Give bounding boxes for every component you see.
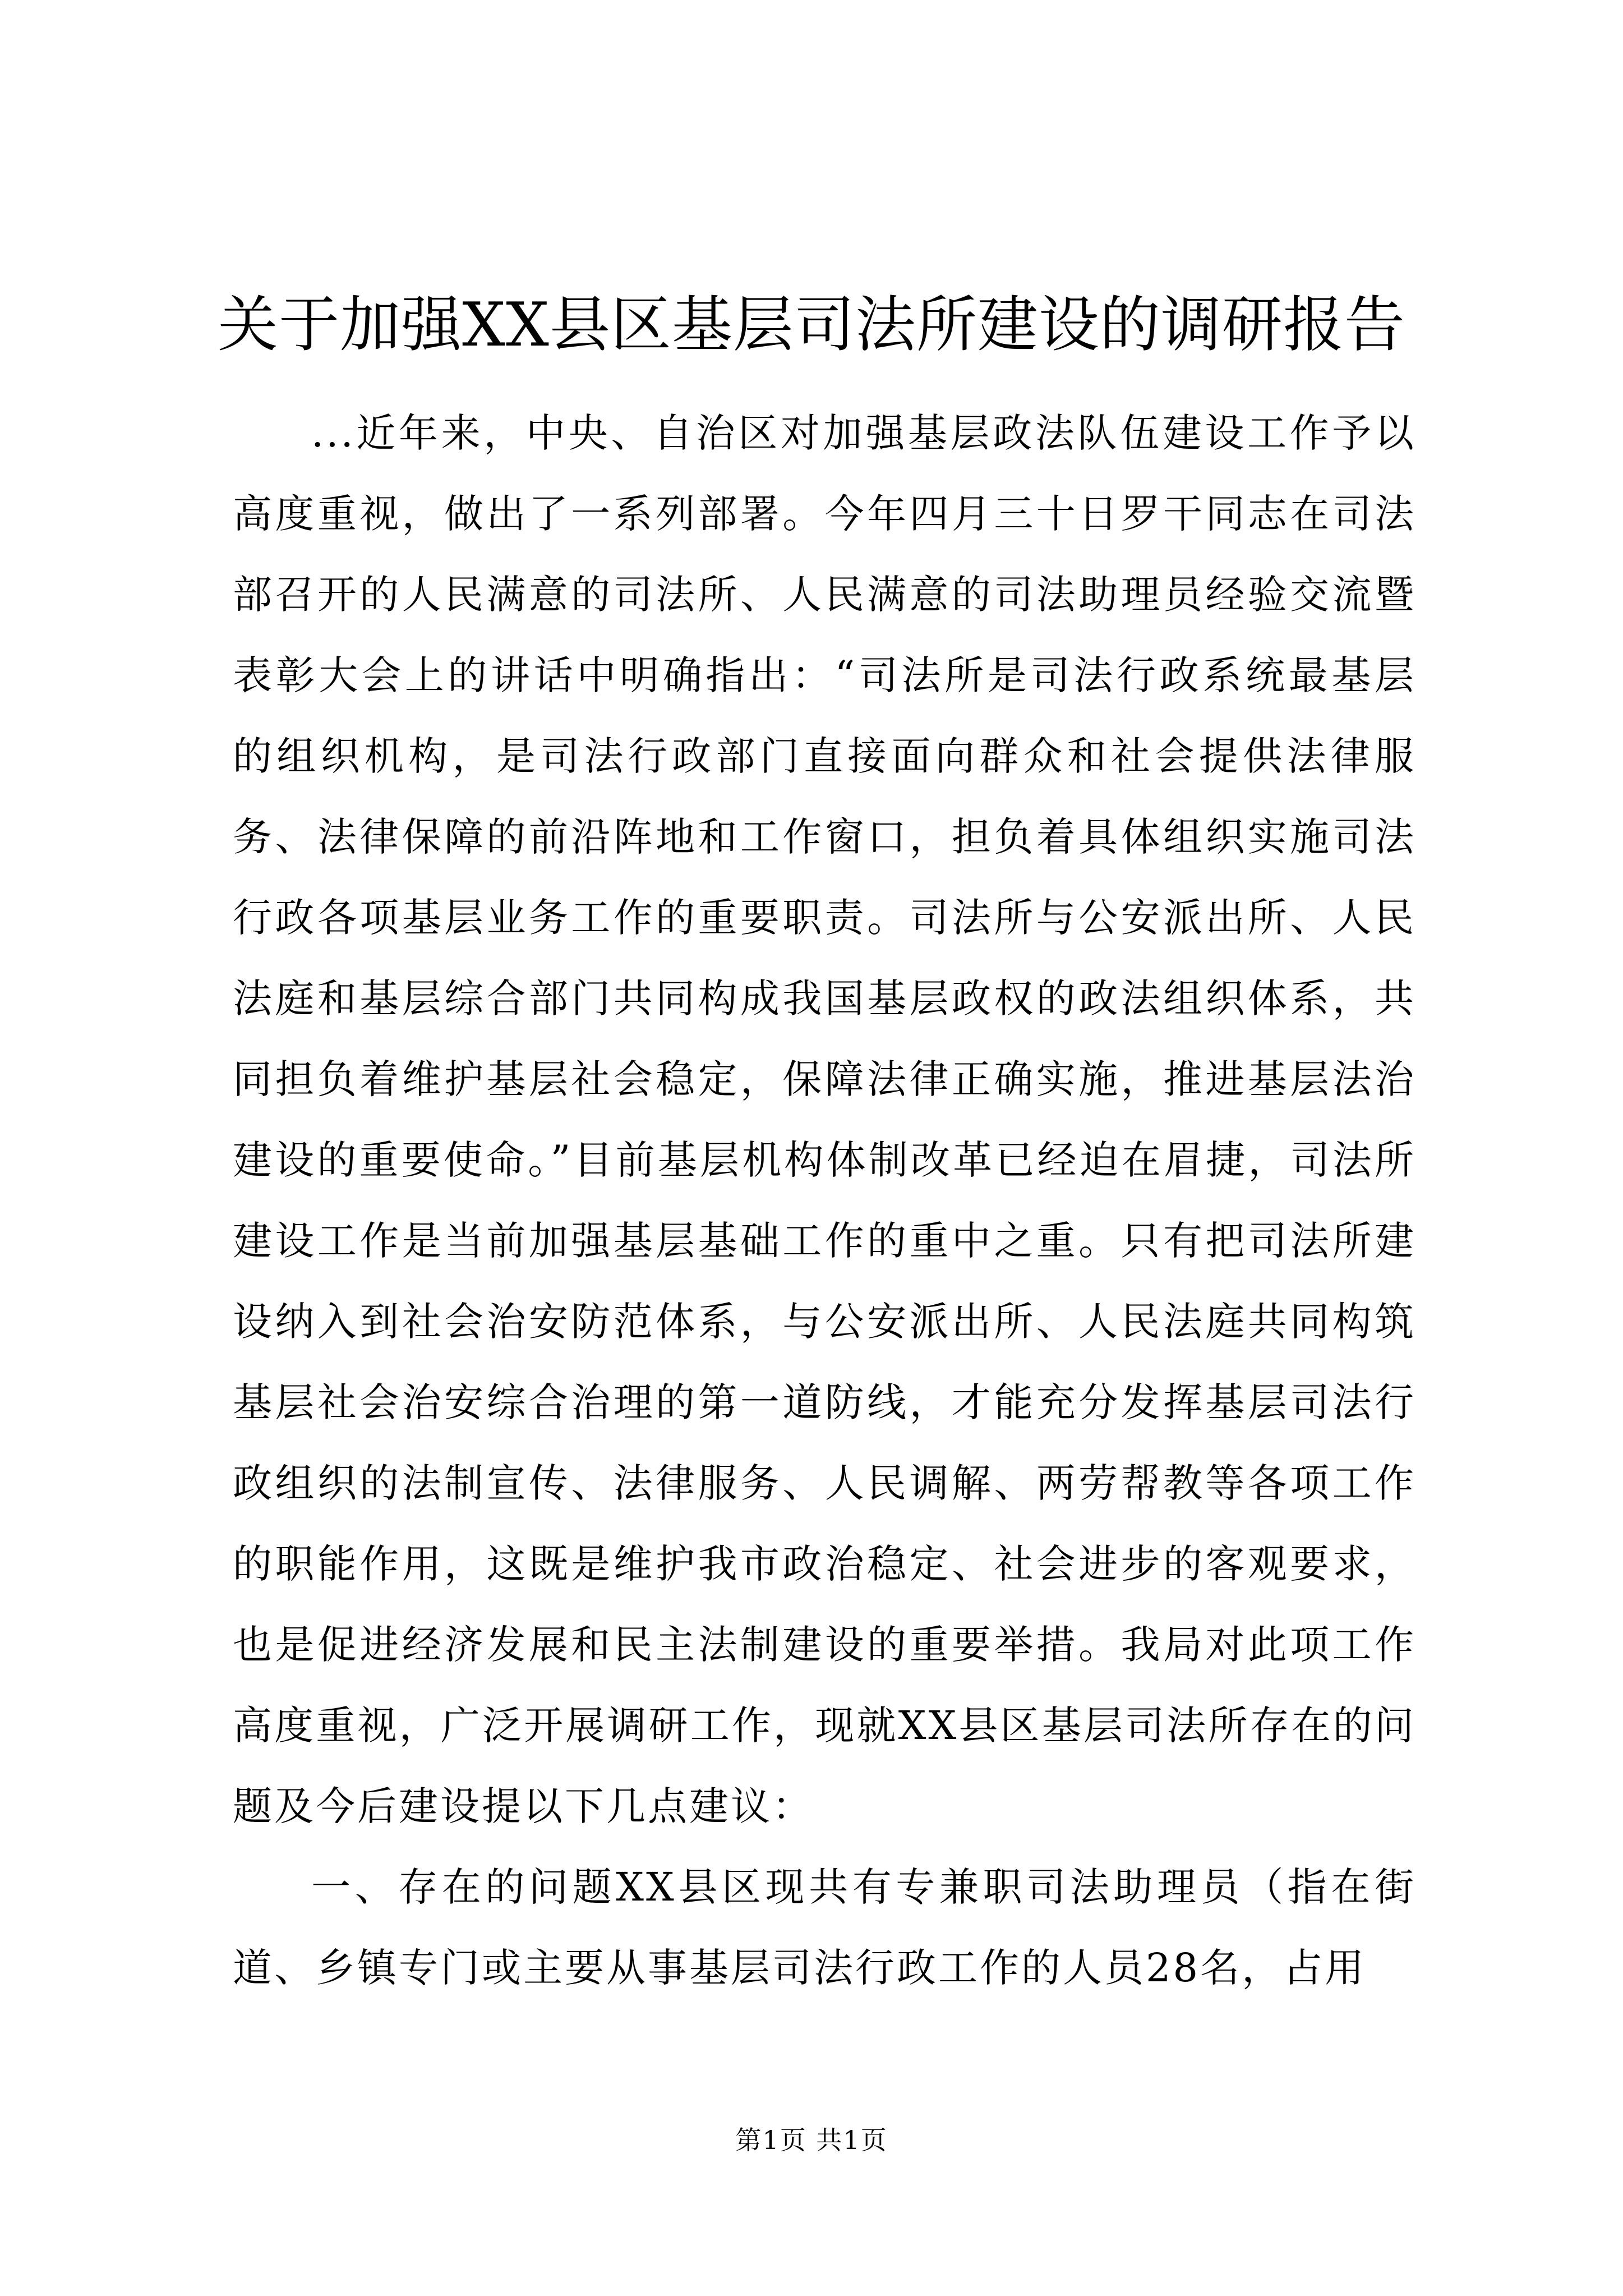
paragraph-intro: ...近年来，中央、自治区对加强基层政法队伍建设工作予以高度重视，做出了一系列部署。今年四月三十日罗干同志在司法部召开的人民满意的司法所、人民满意的司法助理员经验交流暨表彰大会上的讲话中明确指出：“司法所是司法行政系统最基层的组织机构，是司法行政部门直接面向群众和社会提供法律服务、法律保障的前沿阵地和工作窗口，担负着具体组织实施司法行政各项基层业务工作的重要职责。司法所与公安派出所、人民法庭和基层综合部门共同构成我国基层政权的政法组织体系，共同担负着维护基层社会稳定，保障法律正确实施，推进基层法治建设的重要使命。”目前基层机构体制改革已经迫在眉捷，司法所建设工作是当前加强基层基础工作的重中之重。只有把司法所建设纳入到社会治安防范体系，与公安派出所、人民法庭共同构筑基层社会治安综合治理的第一道防线，才能充分发挥基层司法行政组织的法制宣传、法律服务、人民调解、两劳帮教等各项工作的职能作用，这既是维护我市政治稳定、社会进步的客观要求，也是促进经济发展和民主法制建设的重要举措。我局对此项工作高度重视，广泛开展调研工作，现就XX县区基层司法所存在的问题及今后建设提以下几点建议： bbox=[233, 410, 1416, 1829]
page-number-footer: 第1页 共1页 bbox=[735, 2125, 888, 2155]
document-title: 关于加强XX县区基层司法所建设的调研报告 bbox=[218, 290, 1405, 360]
document-body bbox=[233, 393, 1416, 2008]
paragraph-section-one: 一、存在的问题XX县区现共有专兼职司法助理员（指在街道、乡镇专门或主要从事基层司法行政工作的人员28名，占用 bbox=[233, 1864, 1416, 1991]
